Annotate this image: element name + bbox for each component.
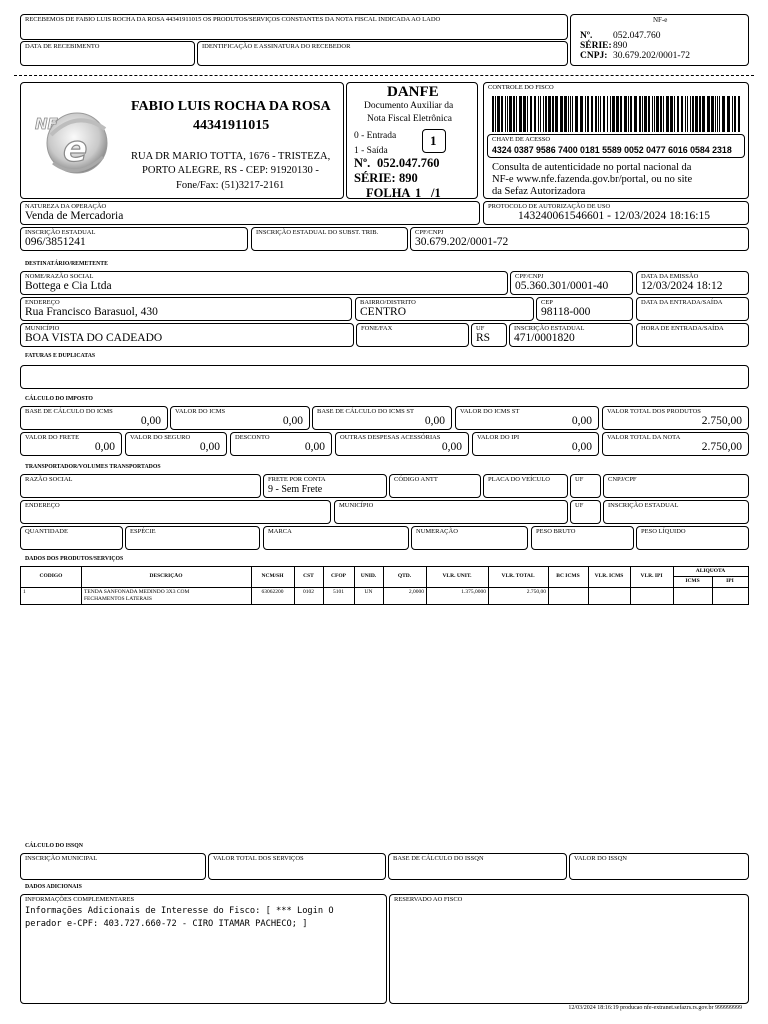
th-unid: UNID. xyxy=(360,573,377,579)
chave-label: CHAVE DE ACESSO xyxy=(492,136,551,143)
info-complementares-box xyxy=(20,894,387,1004)
chave-box xyxy=(487,134,745,158)
barcode-bar xyxy=(564,96,567,132)
emitente-endereco1: RUA DR MARIO TOTTA, 1676 - TRISTEZA, xyxy=(131,151,331,162)
canhoto-receipt-box xyxy=(20,14,568,40)
produtos-section-title: DADOS DOS PRODUTOS/SERVIÇOS xyxy=(25,556,124,562)
transp-razao-field xyxy=(20,474,261,498)
transp-marca-field xyxy=(263,526,409,550)
dest-municipio-field xyxy=(20,323,354,347)
th-codigo: CÓDIGO xyxy=(39,573,63,579)
cell-unid: UN xyxy=(364,589,373,595)
danfe-title: DANFE xyxy=(387,84,439,100)
barcode-bar xyxy=(519,96,522,132)
barcode-bar xyxy=(648,96,650,132)
cut-line xyxy=(14,75,754,76)
th-vicms: VLR. ICMS xyxy=(594,573,624,579)
dest-cnpj-field xyxy=(510,271,633,295)
transp-peso-liquido-field xyxy=(636,526,749,550)
transp-uf-label: UF xyxy=(575,476,584,483)
reservado-fisco-box xyxy=(389,894,749,1004)
barcode-bar xyxy=(507,96,508,132)
outras-field xyxy=(335,432,469,456)
barcode-bar xyxy=(624,96,627,132)
barcode-bar xyxy=(545,96,547,132)
cell-descricao: TENDA SANFONADA MEDINDO 3X3 COM FECHAMENTOS LATERAIS xyxy=(84,589,190,602)
transp-uf-field xyxy=(570,474,601,498)
dest-ie-value: 471/0001820 xyxy=(514,332,575,344)
emitente-cnpj-value: 30.679.202/0001-72 xyxy=(415,236,509,248)
v-icms-field xyxy=(170,406,310,430)
bc-icms-value: 0,00 xyxy=(140,415,161,427)
barcode-bar xyxy=(580,96,583,132)
barcode-bar xyxy=(509,96,512,132)
barcode-bar xyxy=(538,96,539,132)
cell-codigo: 1 xyxy=(23,589,26,595)
danfe-serie-label: SÉRIE: xyxy=(354,171,396,185)
danfe-numero: 052.047.760 xyxy=(377,156,440,170)
emitente-cnpj-label: CPF/CNPJ xyxy=(415,229,444,236)
barcode-bar xyxy=(707,96,710,132)
barcode-bar xyxy=(591,96,593,132)
transp-quantidade-field xyxy=(20,526,123,550)
barcode-bar xyxy=(674,96,675,132)
natureza-value: Venda de Mercadoria xyxy=(25,210,124,222)
canhoto-nfe-box xyxy=(570,14,749,66)
ie-field xyxy=(20,227,248,251)
barcode-bar xyxy=(722,96,725,132)
th-aliq-ipi: IPI xyxy=(726,578,734,584)
dest-uf-label: UF xyxy=(476,325,485,332)
th-aliq-icms: ICMS xyxy=(685,578,700,584)
barcode-bar xyxy=(699,96,701,132)
dest-cnpj-label: CPF/CNPJ xyxy=(515,273,544,280)
seguro-label: VALOR DO SEGURO xyxy=(130,434,191,441)
cell-ncm: 63062200 xyxy=(261,589,284,595)
protocolo-value: 143240061546601 - 12/03/2024 18:16:15 xyxy=(518,210,710,222)
dest-cep-label: CEP xyxy=(541,299,553,306)
barcode-bar xyxy=(523,96,526,132)
barcode-bar xyxy=(717,96,718,132)
transp-antt-field xyxy=(389,474,481,498)
barcode-bar xyxy=(634,96,637,132)
barcode-bar xyxy=(715,96,716,132)
canhoto-numero-label: Nº. xyxy=(580,31,593,41)
danfe-folha-label: FOLHA xyxy=(366,186,411,200)
dest-fone-label: FONE/FAX xyxy=(361,325,393,332)
v-nota-label: VALOR TOTAL DA NOTA xyxy=(607,434,681,441)
ie-label: INSCRIÇÃO ESTADUAL xyxy=(25,229,96,236)
transp-placa-label: PLACA DO VEÍCULO xyxy=(488,476,550,483)
canhoto-date-label: DATA DE RECEBIMENTO xyxy=(25,43,100,50)
dest-municipio-label: MUNICÍPIO xyxy=(25,325,60,332)
transp-frete-value: 9 - Sem Frete xyxy=(268,484,323,495)
emitente-fone: Fone/Fax: (51)3217-2161 xyxy=(176,180,285,191)
barcode-bar xyxy=(497,96,500,132)
th-descricao: DESCRIÇÃO xyxy=(149,573,183,579)
barcode-bar xyxy=(575,96,578,132)
barcode-bar xyxy=(607,96,608,132)
emitente-cpf: 44341911015 xyxy=(193,118,270,133)
barcode-bar xyxy=(610,96,611,132)
transp-uf2-field xyxy=(570,500,601,524)
ie-st-label: INSCRIÇÃO ESTADUAL DO SUBST. TRIB. xyxy=(256,229,379,236)
issqn-vserv-field xyxy=(208,853,386,880)
dest-ie-label: INSCRIÇÃO ESTADUAL xyxy=(514,325,585,332)
th-cfop: CFOP xyxy=(331,573,346,579)
issqn-vserv-label: VALOR TOTAL DOS SERVIÇOS xyxy=(213,855,304,862)
barcode-bar xyxy=(656,96,659,132)
info-line2: perador e-CPF: 403.727.660-72 - CIRO ITAMAR PACHECO; ] xyxy=(25,919,308,929)
th-vipi: VLR. IPI xyxy=(640,573,663,579)
th-cst: CST xyxy=(303,573,314,579)
dest-endereco-field xyxy=(20,297,352,321)
barcode-bar xyxy=(612,96,615,132)
protocolo-field xyxy=(483,201,749,225)
info-complementares-label: INFORMAÇÕES COMPLEMENTARES xyxy=(25,896,135,903)
canhoto-nfe-label: NF-e xyxy=(653,16,668,24)
barcode-bar xyxy=(534,96,536,132)
desconto-value: 0,00 xyxy=(304,441,325,453)
nfe-logo-icon xyxy=(33,99,109,179)
danfe-tipo-box xyxy=(422,129,446,153)
danfe-sub1: Documento Auxiliar da xyxy=(364,101,454,111)
transp-endereco-field xyxy=(20,500,331,524)
consulta-line1: Consulta de autenticidade no portal nacional da xyxy=(492,162,692,173)
v-icms-label: VALOR DO ICMS xyxy=(175,408,226,415)
produtos-table xyxy=(20,566,749,605)
dest-uf-field xyxy=(471,323,507,347)
cell-cfop: 5101 xyxy=(333,589,344,595)
issqn-v-field xyxy=(569,853,749,880)
v-prod-field xyxy=(602,406,749,430)
v-prod-value: 2.750,00 xyxy=(701,415,742,427)
barcode-bar xyxy=(552,96,554,132)
transp-peso-bruto-label: PESO BRUTO xyxy=(536,528,576,535)
barcode-bar xyxy=(620,96,622,132)
dest-hora-label: HORA DE ENTRADA/SAÍDA xyxy=(641,325,724,332)
transp-especie-label: ESPÉCIE xyxy=(130,528,156,535)
transp-municipio-field xyxy=(334,500,568,524)
barcode-bar xyxy=(702,96,705,132)
barcode-bar xyxy=(663,96,664,132)
issqn-im-label: INSCRIÇÃO MUNICIPAL xyxy=(25,855,98,862)
barcode-bar xyxy=(660,96,662,132)
outras-label: OUTRAS DESPESAS ACESSÓRIAS xyxy=(340,434,441,441)
barcode-bar xyxy=(690,96,691,132)
transp-placa-field xyxy=(483,474,568,498)
v-st-label: VALOR DO ICMS ST xyxy=(460,408,520,415)
v-st-field xyxy=(455,406,599,430)
transp-uf2-label: UF xyxy=(575,502,584,509)
destinatario-section-title: DESTINATÁRIO/REMETENTE xyxy=(25,261,108,267)
issqn-v-label: VALOR DO ISSQN xyxy=(574,855,627,862)
dest-bairro-label: BAIRRO/DISTRITO xyxy=(360,299,416,306)
barcode-bar xyxy=(555,96,558,132)
canhoto-serie-label: SÉRIE: xyxy=(580,41,612,51)
barcode-bar xyxy=(692,96,694,132)
dest-fone-field xyxy=(356,323,469,347)
canhoto-serie: 890 xyxy=(613,41,628,51)
dest-nome-value: Bottega e Cia Ltda xyxy=(25,280,112,292)
th-aliquota: ALIQUOTA xyxy=(695,568,726,574)
danfe-tipo: 1 xyxy=(430,133,437,148)
barcode-bar xyxy=(727,96,730,132)
barcode-bar xyxy=(598,96,599,132)
barcode-bar xyxy=(570,96,571,132)
bc-st-value: 0,00 xyxy=(424,415,445,427)
barcode-bar xyxy=(732,96,733,132)
transportador-section-title: TRANSPORTADOR/VOLUMES TRANSPORTADOS xyxy=(25,464,161,470)
danfe-saida: 1 - Saída xyxy=(354,146,388,156)
dest-nome-field xyxy=(20,271,508,295)
th-vtotal: VLR. TOTAL xyxy=(501,573,535,579)
canhoto-numero: 052.047.760 xyxy=(613,31,661,41)
cell-vunit: 1.375,0000 xyxy=(461,589,486,595)
dest-bairro-field xyxy=(355,297,534,321)
chave-acesso: 4324 0387 9586 7400 0181 5589 0052 0477 6016 0584 2318 xyxy=(492,145,732,155)
issqn-bc-label: BASE DE CÁLCULO DO ISSQN xyxy=(393,855,484,862)
reservado-fisco-label: RESERVADO AO FISCO xyxy=(394,896,463,903)
barcode-bar xyxy=(530,96,532,132)
barcode-bar xyxy=(642,96,643,132)
dest-cep-value: 98118-000 xyxy=(541,306,591,318)
dest-cep-field xyxy=(536,297,633,321)
cell-vtotal: 2.750,00 xyxy=(526,589,546,595)
frete-value: 0,00 xyxy=(94,441,115,453)
th-bcicms: BC ICMS xyxy=(556,573,580,579)
canhoto-cnpj-label: CNPJ: xyxy=(580,51,608,61)
footer-text: 12/03/2024 18:16:19 producao nfe-extranet.sefazrs.rs.gov.br 999999999 xyxy=(568,1005,742,1011)
th-qtd: QTD. xyxy=(397,573,412,579)
dest-ie-field xyxy=(509,323,633,347)
info-line1: Informações Adicionais de Interesse do Fisco: [ *** Login O xyxy=(25,906,334,916)
desconto-label: DESCONTO xyxy=(235,434,270,441)
nfe-logo-text: NF xyxy=(35,115,58,133)
transp-peso-liquido-label: PESO LÍQUIDO xyxy=(641,528,686,535)
barcode-bar xyxy=(543,96,544,132)
danfe-numero-label: Nº. xyxy=(354,156,371,170)
transp-quantidade-label: QUANTIDADE xyxy=(25,528,68,535)
natureza-field xyxy=(20,201,480,225)
emitente-box xyxy=(20,82,344,199)
barcode-bar xyxy=(738,96,740,132)
barcode-bar xyxy=(501,96,503,132)
controle-box xyxy=(483,82,749,199)
barcode-bar xyxy=(616,96,619,132)
v-st-value: 0,00 xyxy=(571,415,592,427)
frete-label: VALOR DO FRETE xyxy=(25,434,80,441)
transp-ie-field xyxy=(603,500,749,524)
ie-value: 096/3851241 xyxy=(25,236,86,248)
danfe-box xyxy=(346,82,478,199)
outras-value: 0,00 xyxy=(441,441,462,453)
danfe-entrada: 0 - Entrada xyxy=(354,131,397,141)
barcode-bar xyxy=(572,96,573,132)
barcode-bar xyxy=(527,96,528,132)
barcode-bar xyxy=(652,96,653,132)
protocolo-label: PROTOCOLO DE AUTORIZAÇÃO DE USO xyxy=(488,203,611,210)
danfe-folha: 1 xyxy=(415,186,422,200)
barcode-bar xyxy=(600,96,601,132)
barcode-bar xyxy=(681,96,683,132)
barcode-bar xyxy=(711,96,714,132)
canhoto-cnpj: 30.679.202/0001-72 xyxy=(613,51,691,61)
issqn-bc-field xyxy=(388,853,567,880)
produtos-header-divider xyxy=(21,587,748,588)
dest-emissao-field xyxy=(636,271,749,295)
faturas-section-title: FATURAS E DUPLICATAS xyxy=(25,353,96,359)
ie-st-field xyxy=(251,227,408,251)
aliquota-divider xyxy=(673,576,748,577)
th-vunit: VLR. UNIT. xyxy=(442,573,472,579)
barcode-bar xyxy=(560,96,563,132)
dest-endereco-label: ENDEREÇO xyxy=(25,299,60,306)
transp-numeracao-label: NUMERAÇÃO xyxy=(416,528,458,535)
transp-endereco-label: ENDEREÇO xyxy=(25,502,60,509)
transp-municipio-label: MUNICÍPIO xyxy=(339,502,374,509)
dest-emissao-label: DATA DA EMISSÃO xyxy=(641,273,699,280)
barcode-bar xyxy=(603,96,605,132)
barcode-bar xyxy=(568,96,569,132)
v-prod-label: VALOR TOTAL DOS PRODUTOS xyxy=(607,408,701,415)
transp-cnpj-field xyxy=(603,474,749,498)
danfe-folha-total: /1 xyxy=(431,186,441,200)
emitente-nome: FABIO LUIS ROCHA DA ROSA xyxy=(131,99,331,114)
barcode-bar xyxy=(505,96,506,132)
barcode-bar xyxy=(595,96,597,132)
barcode-bar xyxy=(548,96,551,132)
dest-municipio-value: BOA VISTA DO CADEADO xyxy=(25,332,163,344)
dest-hora-field xyxy=(636,323,749,347)
barcode-bar xyxy=(654,96,655,132)
transp-numeracao-field xyxy=(411,526,528,550)
controle-label: CONTROLE DO FISCO xyxy=(488,84,554,91)
seguro-value: 0,00 xyxy=(199,441,220,453)
barcode-bar xyxy=(695,96,698,132)
barcode-bar xyxy=(513,96,515,132)
bc-icms-label: BASE DE CÁLCULO DO ICMS xyxy=(25,408,113,415)
consulta-line3: da Sefaz Autorizadora xyxy=(492,186,586,197)
barcode-bar xyxy=(734,96,736,132)
barcode-bar xyxy=(719,96,720,132)
danfe-sub2: Nota Fiscal Eletrônica xyxy=(367,114,452,124)
transp-antt-label: CÓDIGO ANTT xyxy=(394,476,438,483)
nfe-logo-e: e xyxy=(63,129,88,170)
transp-marca-label: MARCA xyxy=(268,528,292,535)
transp-frete-label: FRETE POR CONTA xyxy=(268,476,326,483)
barcode-bar xyxy=(495,96,496,132)
transp-razao-label: RAZÃO SOCIAL xyxy=(25,476,73,483)
ipi-value: 0,00 xyxy=(571,441,592,453)
issqn-section-title: CÁLCULO DO ISSQN xyxy=(25,843,83,849)
barcode-bar xyxy=(540,96,541,132)
barcode-bar xyxy=(670,96,673,132)
dest-uf-value: RS xyxy=(476,332,491,344)
emitente-endereco2: PORTO ALEGRE, RS - CEP: 91920130 - xyxy=(142,165,319,176)
consulta-line2: NF-e www.nfe.fazenda.gov.br/portal, ou no site xyxy=(492,174,693,185)
dest-emissao-value: 12/03/2024 18:12 xyxy=(641,280,723,292)
transp-peso-bruto-field xyxy=(531,526,634,550)
dest-cnpj-value: 05.360.301/0001-40 xyxy=(515,280,609,292)
danfe-serie: 890 xyxy=(399,171,418,185)
transp-frete-field xyxy=(263,474,387,498)
barcode-bar xyxy=(685,96,686,132)
bc-icms-field xyxy=(20,406,168,430)
canhoto-signature-field xyxy=(197,41,568,66)
natureza-label: NATUREZA DA OPERAÇÃO xyxy=(25,203,107,210)
canhoto-signature-label: IDENTIFICAÇÃO E ASSINATURA DO RECEBEDOR xyxy=(202,43,351,50)
dest-entrada-saida-field xyxy=(636,297,749,321)
faturas-box xyxy=(20,365,749,389)
bc-st-field xyxy=(312,406,452,430)
emitente-cnpj-field xyxy=(410,227,749,251)
dest-bairro-value: CENTRO xyxy=(360,306,406,318)
canhoto-date-field xyxy=(20,41,195,66)
barcode-bar xyxy=(516,96,517,132)
frete-field xyxy=(20,432,122,456)
desconto-field xyxy=(230,432,332,456)
barcode-bar xyxy=(639,96,641,132)
dest-entrada-saida-label: DATA DA ENTRADA/SAÍDA xyxy=(641,299,723,306)
adicionais-section-title: DADOS ADICIONAIS xyxy=(25,884,82,890)
barcode-bar xyxy=(666,96,669,132)
barcode-bar xyxy=(687,96,688,132)
barcode-bar xyxy=(628,96,629,132)
th-ncm: NCM/SH xyxy=(261,573,284,579)
seguro-field xyxy=(125,432,227,456)
barcode-bar xyxy=(585,96,586,132)
barcode-bar xyxy=(630,96,632,132)
barcode-bar xyxy=(492,96,494,132)
barcode xyxy=(492,96,742,132)
v-nota-field xyxy=(602,432,749,456)
barcode-bar xyxy=(644,96,647,132)
dest-endereco-value: Rua Francisco Barasuol, 430 xyxy=(25,306,158,318)
ipi-field xyxy=(472,432,599,456)
issqn-im-field xyxy=(20,853,206,880)
v-nota-value: 2.750,00 xyxy=(701,441,742,453)
bc-st-label: BASE DE CÁLCULO DO ICMS ST xyxy=(317,408,414,415)
ipi-label: VALOR DO IPI xyxy=(477,434,520,441)
cell-cst: 0102 xyxy=(303,589,314,595)
barcode-bar xyxy=(587,96,589,132)
dest-nome-label: NOME/RAZÃO SOCIAL xyxy=(25,273,94,280)
imposto-section-title: CÁLCULO DO IMPOSTO xyxy=(25,396,93,402)
v-icms-value: 0,00 xyxy=(282,415,303,427)
canhoto-text: RECEBEMOS DE FABIO LUIS ROCHA DA ROSA 44341911015 OS PRODUTOS/SERVIÇOS CONSTANTES DA NOTA FISCAL INDICADA AO LADO xyxy=(25,16,441,23)
cell-qtd: 2,0000 xyxy=(408,589,424,595)
transp-especie-field xyxy=(125,526,260,550)
transp-cnpj-label: CNPJ/CPF xyxy=(608,476,637,483)
barcode-bar xyxy=(677,96,679,132)
transp-ie-label: INSCRIÇÃO ESTADUAL xyxy=(608,502,679,509)
